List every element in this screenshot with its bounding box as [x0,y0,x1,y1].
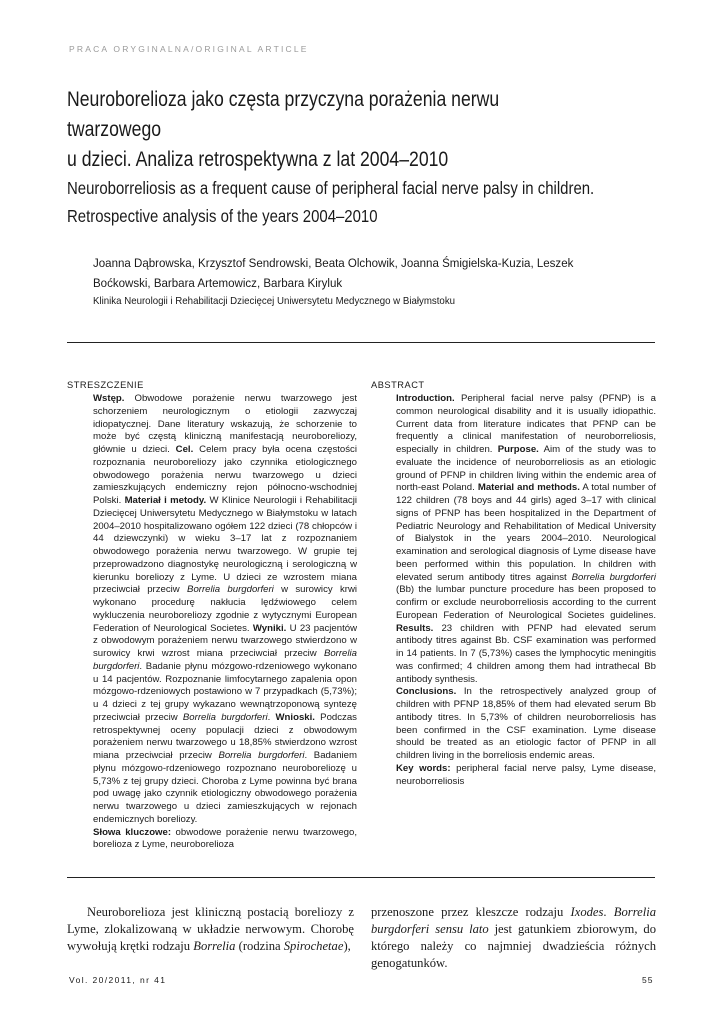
label-results: Results. [396,622,434,634]
label-wnioski: Wnioski. [275,711,315,723]
body-right-italic-1: Ixodes [570,905,604,919]
text-cel: Celem pracy była ocena częstości rozpoznania neuroboreliozy jako czynnika etiologicznego obwodowego porażenia nerwu twarzowego u dzieci zamieszkujących endemiczny rejon północno-wschodniej Polski. [93,444,357,506]
text-keywords: peripheral facial nerve palsy, Lyme disease, neuroborreliosis [396,762,656,787]
text-wyniki: U 23 pacjentów z obwodowym porażeniem nerwu twarzowego stwierdzono w surowicy krwi wzrost miana przeciwciał przeciw [93,622,358,659]
text-results: 23 children with PFNP had elevated serum antibody titres against Bb. CSF examination was performed in 14 patients. In 7 (5,73%) cases the lymphocytic meningitis was confirmed; 4 children among them had intrathecal Bb antibody synthesis. [396,622,656,685]
text-slowa-kluczowe: obwodowe porażenie nerwu twarzowego, borelioza z Lyme, neuroborelioza [93,826,357,851]
body-left-end: ), [343,939,351,953]
body-left-italic-1: Borrelia [193,939,236,953]
text-wyniki-end: . Badanie płynu mózgowo-rdzeniowego wykonano u 14 pacjentów. Rozpoznanie limfocytarnego zapalenia opon mózgowo-rdzeniowych postawiono w 7 przypadkach (5,73%); u 4 dzieci z tej grupy wykazano wewnątrzoponową syntezę przeciwciał przeciw [93,660,357,723]
text-introduction: Peripheral facial nerve palsy (PFNP) is a common neurological disability and it is usually idiopathic. Current data from literature indicates that PFNP can be frequently a clinical manifestation of neuroborreliosis, especially in children. [396,393,656,455]
text-methods: A total number of 122 children (78 boys and 44 girls) aged 3–17 with clinical signs of PFNP has been hospitalized in the Department of Pediatric Neurology and Rehabilitation of Medical University of Bialystok in the years 2004–2010. Neurological examination and serological diagnosis of Lyme disease have been performed within this population. In children with elevated serum antibody titres against [396,482,657,583]
text-conclusions: In the retrospectively analyzed group of children with PFNP 18,85% of them had elevated serum Bb antibody titres. In 5,73% of children neuroborreliosis has been confirmed in the CSF examination. Lyme disease should be treated as an etiologic factor of PFNP in all children living in the borreliosis endemic areas. [396,686,656,761]
body-right-text: przenoszone przez kleszcze rodzaju [371,905,571,919]
text-material-end: w surowicy krwi wykonano procedurę nakłucia lędźwiowego celem wykluczenia neuroboreliozy zgodnie z wytycznymi European Federation of Neurological Societes. [93,584,358,634]
text-wnioski: Podczas retrospektywnej oceny populacji dzieci z obwodowym porażeniem nerwu twarzowego u 18,85% stwierdzono wzrost miana przeciwciał przeciw [93,711,357,761]
text-wyniki-italic2: Borrelia burgdorferi [182,711,268,723]
streszczenie-heading: STRESZCZENIE [67,380,144,390]
label-introduction: Introduction. [396,393,455,404]
footer-volume: Vol. 20/2011, nr 41 [69,975,167,985]
title-polish: Neuroborelioza jako częsta przyczyna porażenia nerwu twarzowego u dzieci. Analiza retrospektywna z lat 2004–2010 [67,87,500,171]
label-purpose: Purpose. [497,444,539,455]
page-number: 55 [642,975,654,985]
text-purpose: Aim of the study was to evaluate the incidence of neuroborreliosis as an etiologic ground of PFNP in children living within the endemic area of north-east Poland. [396,444,656,494]
abstract-text [396,393,656,788]
text-wyniki-italic: Borrelia burgdorferi [93,648,357,672]
label-conclusions: Conclusions. [396,686,457,698]
divider-bottom [67,877,655,878]
affiliation: Klinika Neurologii i Rehabilitacji Dziecięcej Uniwersytetu Medycznego w Białymstoku [93,296,456,307]
body-right-end: jest gatunkiem zbiorowym, do którego należy co najmniej dwadzieścia różnych genogatunków. [371,922,656,970]
section-label: PRACA ORYGINALNA/ORIGINAL ARTICLE [69,44,309,54]
text-wnioski-italic: Borrelia burgdorferi [218,750,305,761]
label-slowa-kluczowe: Słowa kluczowe: [93,826,172,838]
label-keywords: Key words: [396,762,451,774]
body-right-mid: . [603,905,614,919]
text-wnioski-end: . Badaniem płynu mózgowo-rdzeniowego rozpoznano neuroboreliozę u 5,73% z tej grupy dzieci. Choroba z Lyme powinna być brana pod uwagę jako czynnik etiologiczny obwodowego porażenia nerwu twarzowego u dzieci zamieszkujących w rejonach endemicznych boreliozy. [93,750,358,825]
body-left-mid: (rodzina [235,939,284,953]
body-left-italic-2: Spirochetae [283,939,344,953]
label-cel: Cel. [175,444,194,455]
label-methods: Material and methods. [477,482,580,494]
label-wstep: Wstęp. [93,393,125,404]
text-methods-end: (Bb) the lumbar puncture procedure has been proposed to confirm or exclude neuroborreliosis according to the current European Federation of Neurological Societes guidelines. [396,584,656,621]
text-wyniki-end2: . [267,711,271,723]
body-left-text: Neuroborelioza jest kliniczną postacią boreliozy z Lyme, zlokalizowaną w układzie nerwowym. Chorobę wywołują krętki rodzaju [67,905,354,953]
streszczenie-text [93,393,357,852]
body-right-italic-2: Borrelia burgdorferi sensu lato [371,905,657,936]
body-column-right [371,904,656,972]
title-english: Neuroborreliosis as a frequent cause of peripheral facial nerve palsy in children. Retrospective analysis of the years 2004–2010 [67,178,595,226]
text-material-italic: Borrelia burgdorferi [187,584,274,596]
divider-top [67,342,655,343]
authors: Joanna Dąbrowska, Krzysztof Sendrowski, Beata Olchowik, Joanna Śmigielska-Kuzia, Leszek Boćkowski, Barbara Artemowicz, Barbara Kiryluk [93,256,574,290]
abstract-heading: ABSTRACT [371,380,425,390]
body-column-left [67,904,354,955]
label-wyniki: Wyniki. [252,622,287,634]
label-material: Materiał i metody. [124,495,207,506]
text-methods-italic: Borrelia burgdorferi [571,571,656,583]
text-wstep: Obwodowe porażenie nerwu twarzowego jest schorzeniem neurologicznym o etiologii zazwyczaj idiopatycznej. Dane literatury wskazują, że schorzenie to może być częstą kliniczną manifestacją neuroboreliozy, głównie u dzieci. [93,393,357,455]
text-material: W Klinice Neurologii i Rehabilitacji Dziecięcej Uniwersytetu Medycznego w Białymstoku w latach 2004–2010 hospitalizowano ogółem 122 dzieci (78 chłopców i 44 dziewczynki) w wieku 3–17 lat z rozpoznaniem obwodowego porażenia nerwu twarzowego. W grupie tej przeprowadzono diagnostykę neurologiczną i serologiczną w kierunku boreliozy z Lyme. U dzieci ze wzrostem miana przeciwciał przeciw [93,495,357,596]
